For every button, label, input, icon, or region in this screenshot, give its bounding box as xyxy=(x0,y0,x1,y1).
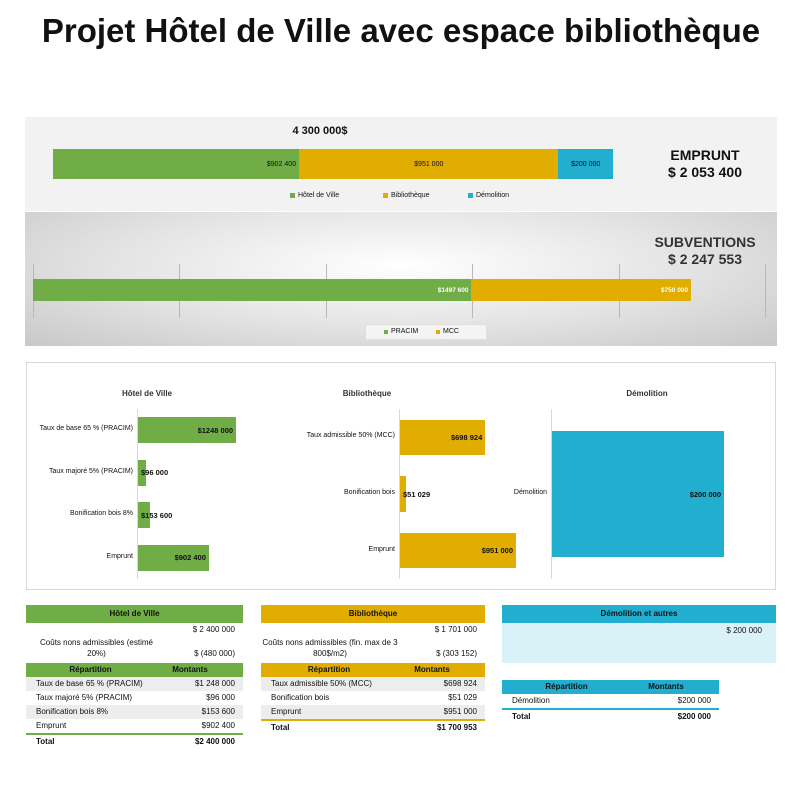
subvention-segment-2: $750 000 xyxy=(471,279,691,301)
subventions-summary xyxy=(635,234,775,268)
legend-label-hotel: Hôtel de Ville xyxy=(298,192,340,199)
row-label: Taux admissible 50% (MCC) xyxy=(271,679,372,688)
row-value: $902 400 xyxy=(201,721,235,730)
row-value: $698 924 xyxy=(443,679,477,688)
hotel-total-cost-row xyxy=(26,623,243,637)
legend-item-mcc xyxy=(436,328,459,335)
hotel-chart-title: Hôtel de Ville xyxy=(121,389,173,398)
biblio-total-cost-row xyxy=(261,623,485,637)
row-label: Bonification bois 8% xyxy=(36,707,109,716)
demolition-table-colheader xyxy=(502,680,719,694)
table-row xyxy=(261,691,485,705)
legend-item-hotel xyxy=(290,192,339,199)
total-chart-title: 4 300 000$ xyxy=(292,125,348,137)
biblio-chart-title: Bibliothèque xyxy=(342,389,392,398)
table-row xyxy=(261,705,485,721)
bar-segment-3: $200 000 xyxy=(558,149,613,179)
hotel-col-montants: Montants xyxy=(172,665,208,674)
biblio-col-repartition: Répartition xyxy=(307,665,351,674)
table-row xyxy=(26,705,243,719)
row-value: $951 000 xyxy=(443,707,477,716)
hotel-table xyxy=(26,605,243,749)
row-label: Emprunt xyxy=(36,721,67,730)
row-label: Taux de base 65 % (PRACIM) xyxy=(36,679,143,688)
category-label: Taux admissible 50% (MCC) xyxy=(306,432,395,440)
legend-label-mcc: MCC xyxy=(443,328,459,335)
hotel-non-admissible-row xyxy=(26,637,243,663)
bar-segment-2: $951 000 xyxy=(299,149,558,179)
demolition-table-header: Démolition et autres xyxy=(502,605,776,623)
biblio-table xyxy=(261,605,485,735)
gridline xyxy=(765,264,766,318)
table-row xyxy=(26,677,243,691)
legend-label-biblio: Bibliothèque xyxy=(391,192,430,199)
hotel-table-colheader xyxy=(26,663,243,677)
legend-swatch-pracim xyxy=(384,330,388,334)
data-label: $698 924 xyxy=(450,432,483,442)
demolition-total-cost: $ 200 000 xyxy=(726,626,762,635)
category-label: Emprunt xyxy=(106,552,133,560)
demolition-table xyxy=(502,605,776,663)
category-label: Taux de base 65 % (PRACIM) xyxy=(39,425,133,433)
demolition-bar-chart xyxy=(487,403,777,583)
subventions-chart-panel xyxy=(25,212,777,346)
biblio-non-admissible-row xyxy=(261,637,485,663)
hotel-total-label: Total xyxy=(36,737,55,746)
demolition-col-repartition: Répartition xyxy=(545,682,588,691)
legend-item-biblio xyxy=(383,192,430,199)
demolition-total-value: $200 000 xyxy=(677,712,711,721)
data-label: $51 029 xyxy=(403,489,431,499)
subventions-label: SUBVENTIONS xyxy=(654,234,756,250)
data-label: $951 000 xyxy=(481,546,514,556)
category-label: Taux majoré 5% (PRACIM) xyxy=(48,467,133,475)
row-label: Bonification bois xyxy=(271,693,330,702)
table-row xyxy=(26,719,243,735)
legend-swatch-gold xyxy=(383,193,388,198)
biblio-bar-chart xyxy=(257,403,514,583)
row-label: Emprunt xyxy=(271,707,302,716)
hotel-total-row xyxy=(26,735,243,749)
row-label: Démolition xyxy=(512,696,550,705)
emprunt-summary xyxy=(635,147,775,181)
total-stacked-bar xyxy=(53,149,613,179)
emprunt-label: EMPRUNT xyxy=(670,147,740,163)
total-chart-panel xyxy=(25,117,777,211)
demolition-cost-box xyxy=(502,623,776,663)
biblio-non-admissible-label: Coûts nons admissibles (fin. max de 3 800$/m2) xyxy=(262,638,398,658)
table-row xyxy=(26,691,243,705)
legend-item-pracim xyxy=(384,328,418,335)
data-label: $902 400 xyxy=(174,553,206,563)
hotel-col-repartition: Répartition xyxy=(69,665,112,674)
data-label: $153 600 xyxy=(141,510,173,520)
table-row xyxy=(502,694,719,710)
row-label: Taux majoré 5% (PRACIM) xyxy=(36,693,133,702)
hotel-non-admissible-label: Coûts nons admissibles (estimé 20%) xyxy=(40,638,153,658)
subventions-stacked-bar xyxy=(33,279,765,301)
page-title: Projet Hôtel de Ville avec espace bibliothèque xyxy=(41,12,761,49)
data-label: $96 000 xyxy=(141,468,169,478)
hotel-table-header: Hôtel de Ville xyxy=(26,605,243,623)
demolition-chart-title: Démolition xyxy=(626,389,668,398)
row-value: $153 600 xyxy=(201,707,235,716)
category-label: Emprunt xyxy=(368,545,395,553)
row-value: $51 029 xyxy=(448,693,477,702)
data-label: $1248 000 xyxy=(197,425,234,435)
table-row xyxy=(261,677,485,691)
row-value: $1 248 000 xyxy=(194,679,235,688)
demolition-col-montants: Montants xyxy=(648,682,684,691)
row-value: $200 000 xyxy=(677,696,711,705)
hotel-bar-chart xyxy=(27,403,277,583)
biblio-total-cost: $ 1 701 000 xyxy=(434,625,477,634)
biblio-col-montants: Montants xyxy=(414,665,450,674)
category-label: Bonification bois xyxy=(344,489,395,496)
row-value: $96 000 xyxy=(206,693,235,702)
total-legend xyxy=(273,192,573,202)
legend-swatch-mcc xyxy=(436,330,440,334)
detail-charts-panel xyxy=(26,362,776,590)
demolition-total-label: Total xyxy=(512,712,531,721)
biblio-non-admissible-value: $ (303 152) xyxy=(436,649,477,658)
biblio-total-row xyxy=(261,721,485,735)
hotel-total-cost: $ 2 400 000 xyxy=(192,625,235,634)
biblio-total-value: $1 700 953 xyxy=(436,723,477,732)
subventions-legend xyxy=(365,324,487,340)
legend-swatch-green xyxy=(290,193,295,198)
bar-segment-1: $902 400 xyxy=(53,149,299,179)
legend-label-pracim: PRACIM xyxy=(391,328,419,335)
biblio-table-colheader xyxy=(261,663,485,677)
category-label: Bonification bois 8% xyxy=(69,510,133,518)
subvention-segment-1: $1497 600 xyxy=(33,279,471,301)
legend-swatch-blue xyxy=(468,193,473,198)
legend-label-demolition: Démolition xyxy=(476,192,510,199)
subventions-value: $ 2 247 553 xyxy=(668,251,742,267)
biblio-total-label: Total xyxy=(271,723,290,732)
legend-item-demolition xyxy=(468,192,509,199)
hotel-non-admissible-value: $ (480 000) xyxy=(194,649,235,658)
biblio-table-header: Bibliothèque xyxy=(261,605,485,623)
demolition-split-table xyxy=(502,680,719,724)
category-label: Démolition xyxy=(513,489,547,496)
data-label: $200 000 xyxy=(689,489,721,499)
demolition-total-row xyxy=(502,710,719,724)
emprunt-value: $ 2 053 400 xyxy=(668,164,742,180)
hotel-total-value: $2 400 000 xyxy=(194,737,235,746)
